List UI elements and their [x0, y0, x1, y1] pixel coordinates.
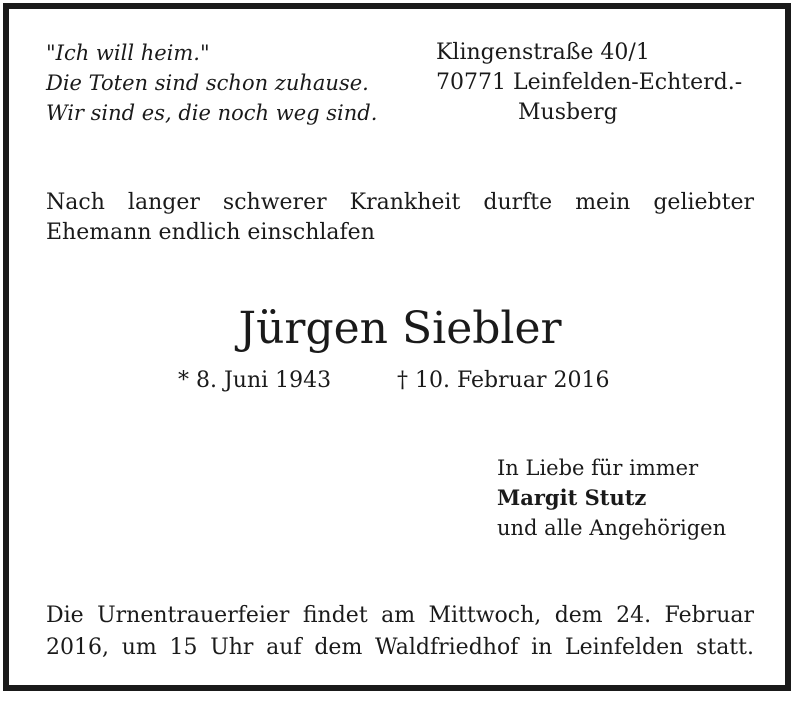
- signoff-line: und alle Angehörigen: [497, 516, 727, 540]
- intro-line: Ehemann endlich einschlafen: [46, 220, 375, 245]
- ceremony-line: Die Urnentrauerfeier findet am Mittwoch, dem 24. Februar: [46, 603, 754, 628]
- signoff-line: In Liebe für immer: [497, 456, 699, 480]
- address-street: Klingenstraße 40/1: [436, 40, 650, 65]
- address-city: 70771 Leinfelden-Echterd.-: [436, 70, 743, 95]
- address-block: [436, 38, 742, 128]
- ceremony-notice: [46, 600, 754, 664]
- intro-text: [46, 188, 754, 248]
- quote-line: "Ich will heim.": [46, 41, 210, 65]
- address-district: Musberg: [518, 100, 618, 125]
- signoff-block: [497, 453, 726, 543]
- deceased-name: Jürgen Siebler: [238, 303, 562, 354]
- quote-line: Wir sind es, die noch weg sind.: [46, 101, 378, 125]
- signoff-name: Margit Stutz: [497, 485, 647, 510]
- quote-line: Die Toten sind schon zuhause.: [46, 71, 369, 95]
- epigraph-quote: [46, 38, 377, 128]
- birth-date: * 8. Juni 1943: [178, 368, 332, 393]
- ceremony-line: 2016, um 15 Uhr auf dem Waldfriedhof in Leinfelden statt.: [46, 635, 754, 660]
- death-date: † 10. Februar 2016: [397, 368, 610, 393]
- intro-line: Nach langer schwerer Krankheit durfte mein geliebter: [46, 190, 754, 215]
